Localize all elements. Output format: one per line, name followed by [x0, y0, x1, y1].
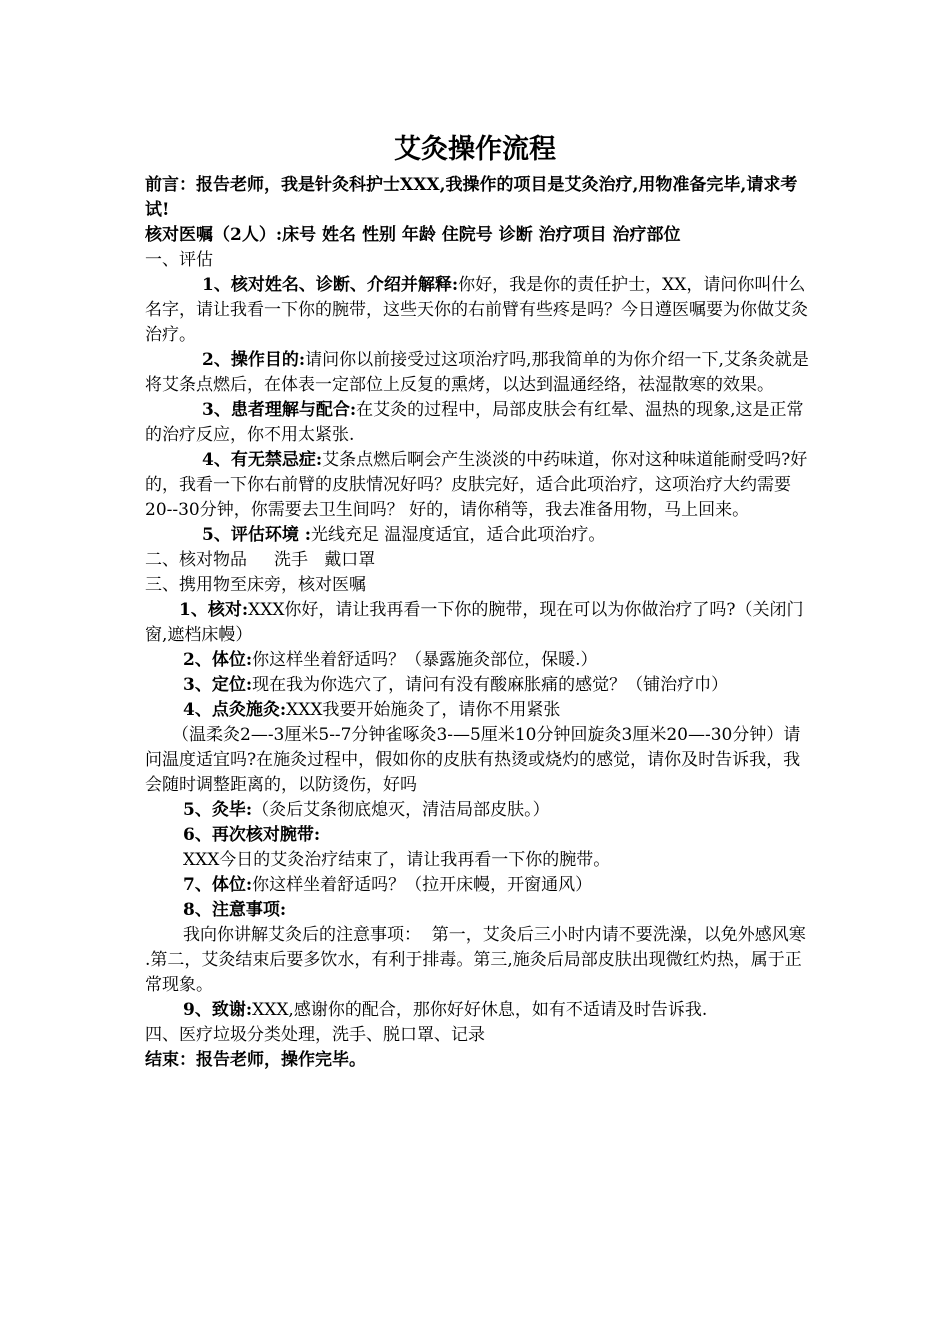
section-heading: 二、核对物品 洗手 戴口罩 [145, 550, 376, 570]
item-label: 5、评估环境 : [202, 525, 312, 545]
item-label: 3、定位: [183, 675, 253, 695]
item-text: 艾条点燃后啊会产生淡淡的中药味道，你对这种味道能耐受吗?好的，我看一下你右前臂的皮肤情况好吗？皮肤完好，适合此项治疗，这项治疗大约需要20--30分钟，你需要去卫生间吗？ 好的，请你稍等，我去准备用物，马上回来。 [145, 450, 808, 520]
item-label: 2、体位: [183, 650, 253, 670]
document-body [145, 173, 815, 1073]
procedure-item-1 [145, 598, 815, 648]
assessment-item-3 [145, 398, 815, 448]
procedure-item-8 [145, 898, 815, 923]
item-text: 你好，我是你的责任护士，XX，请问你叫什么名字，请让我看一下你的腕带，这些天你的右前臂有些疼是吗？今日遵医嘱要为你做艾灸治疗。 [145, 275, 808, 345]
procedure-item-9 [145, 998, 815, 1023]
item-text: 光线充足 温湿度适宜，适合此项治疗。 [311, 525, 606, 545]
item-label: 2、操作目的: [202, 350, 306, 370]
procedure-item-6-text: XXX今日的艾灸治疗结束了，请让我再看一下你的腕带。 [183, 850, 611, 870]
item-label: 7、体位: [183, 875, 253, 895]
item-label: 9、致谢: [183, 1000, 253, 1020]
assessment-item-2 [145, 348, 815, 398]
item-label: 1、核对: [179, 600, 249, 620]
assessment-item-5 [145, 523, 815, 548]
procedure-item-3 [145, 673, 815, 698]
item-text: 你这样坐着舒适吗？（暴露施灸部位，保暖.） [252, 650, 598, 670]
item-text: 现在我为你选穴了，请问有没有酸麻胀痛的感觉？（铺治疗巾） [252, 675, 729, 695]
item-text: 在艾灸的过程中，局部皮肤会有红晕、温热的现象,这是正常的治疗反应，你不用太紧张. [145, 400, 804, 445]
procedure-item-6 [145, 823, 815, 848]
item-text: （灸后艾条彻底熄灭，清洁局部皮肤。） [252, 800, 550, 820]
item-text: 请问你以前接受过这项治疗吗,那我简单的为你介绍一下,艾条灸就是将艾条点燃后，在体表一定部位上反复的熏烤，以达到温通经络，祛湿散寒的效果。 [145, 350, 809, 395]
assessment-item-1 [145, 273, 815, 348]
item-label: 4、点灸施灸: [183, 700, 287, 720]
item-label: 4、有无禁忌症: [202, 450, 323, 470]
section-heading: 三、携用物至床旁，核对医嘱 [145, 575, 366, 595]
item-label: 6、再次核对腕带: [183, 825, 321, 845]
section-heading: 一、评估 [145, 250, 213, 270]
item-text: XXX我要开始施灸了，请你不用紧张 [286, 700, 561, 720]
item-label: 3、患者理解与配合: [202, 400, 357, 420]
document-title: 艾灸操作流程 [394, 134, 556, 165]
procedure-item-5 [145, 798, 815, 823]
item-text: XXX你好，请让我再看一下你的腕带，现在可以为你做治疗了吗?（关闭门窗,遮档床幔） [145, 600, 804, 645]
procedure-item-8-text: 我向你讲解艾灸后的注意事项： 第一，艾灸后三小时内请不要洗澡，以免外感风寒 .第二，艾灸结束后要多饮水，有利于排毒。第三,施灸后局部皮肤出现微红灼热，属于正常现象。 [145, 925, 812, 995]
intro-paragraph: 前言：报告老师，我是针灸科护士XXX,我操作的项目是艾灸治疗,用物准备完毕,请求考试! [145, 175, 798, 220]
item-text: XXX,感谢你的配合，那你好好休息，如有不适请及时告诉我. [252, 1000, 708, 1020]
item-label: 5、灸毕: [183, 800, 253, 820]
item-label: 8、注意事项: [183, 900, 287, 920]
item-text: 你这样坐着舒适吗？（拉开床幔，开窗通风） [252, 875, 593, 895]
item-label: 1、核对姓名、诊断、介绍并解释: [202, 275, 459, 295]
procedure-item-4-detail: （温柔灸2—-3厘米5--7分钟雀啄灸3-—5厘米10分钟回旋灸3厘米20—-30分钟）请问温度适宜吗?在施灸过程中，假如你的皮肤有热烫或烧灼的感觉，请你及时告诉我，我会随时调整距离的，以防烫伤，好吗 [145, 725, 801, 795]
order-check-line: 核对医嘱（2人）:床号 姓名 性别 年龄 住院号 诊断 治疗项目 治疗部位 [145, 225, 681, 245]
ending-line: 结束：报告老师，操作完毕。 [145, 1050, 366, 1070]
assessment-item-4 [145, 448, 815, 523]
procedure-item-2 [145, 648, 815, 673]
procedure-item-7 [145, 873, 815, 898]
section-heading: 四、医疗垃圾分类处理，洗手、脱口罩、记录 [145, 1025, 485, 1045]
procedure-item-4 [145, 698, 815, 723]
